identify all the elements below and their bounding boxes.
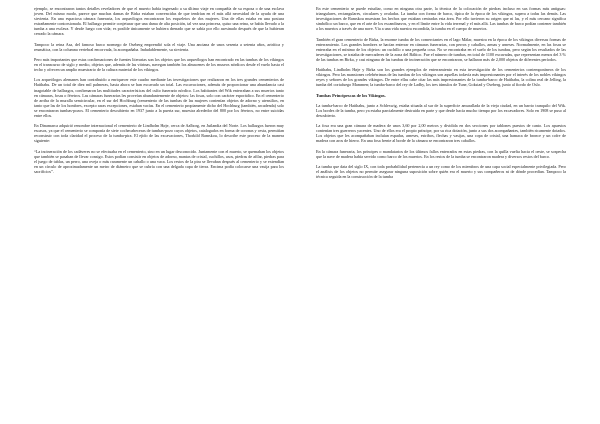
section-heading: Tumbas Principescas de los Vikingos. bbox=[316, 92, 386, 98]
body-paragraph: La tumba-barco de Haithabu, junto a Schleswig, estaba situada al sur de la superficie amurallada de la vieja ciudad, en un barrio tranquilo del Wik. Los bordes de la tumba, pero ya estaba parcialmente destruida en parte y que desde hacía mucho tiempo por los excavadores. Solo en 1908 se puso al descubierto. bbox=[316, 102, 566, 118]
body-paragraph: También el gran cementerio de Birka, la enorme tumba de los comerciantes en el lago Mälar, muestra en la época de los vikingos diversas formas de enterramiento. Los grandes hombres se hacían enterrar en cámaras funerarias, con perros y caballos, armas y arneses. Normalmente, en las fosas se enterraba en el mínimo de los objetos: un cuchillo o una pequeña cosa. No se encontraba en el suelo de los tumbas, pero según los resultados de las investigaciones, se trataba de mercaderes de la zona del Báltico. Fue el número de tumbas, en total de 1100 excavadas, que representan menos del 3 % de las tumbas en Birka, y casi ninguna de las tumbas de incineración que se encontraron, se hallaron más de 2,000 objetos de diferentes períodos. bbox=[316, 36, 566, 62]
body-paragraph: Los arqueólogos alemanes han contribuido a enriquecer este cuadro mediante las investigaciones que realizaron en los tres grandes cementerios de Haithabu. De un total de diez mil palmeras, hasta ahora se han excavado un total. Las excavaciones, además de proporcionar una abundancia casi inagotable de hallazgos, confirmaron las multitudes características del culto funerario nórdico. Los habitantes del Wik enterraban a sus muertos tanto en cámaras, fosas o féretros. Las cámaras funerarias les proveían abundantemente de objetos: las fosas, solo con carácter esporádico. En el cementerio de arriba de la muralla semicircular, en el sur del Hochburg (cementerio de las tumbas de las mujeres contenían objetos de adorno y utensilios, en tanto que las de los hombres, excepto raras excepciones, estaban vacías. En el cementerio propiamente dicho del Hochburg (también, arcadenda) solo se encontraron tumbas-pozos. El cementerio descubierto en 1937 junto a la puerta sur, muestra alrededor del 800 por los féretros, no entre suicidas entre ellos. bbox=[34, 77, 284, 118]
body-paragraph: La tumba que data del siglo IX, con toda probabilidad pertenecía a un rey como de los miembros de una capa social especialmente privilegiada. Pero el análisis de los objetos no permite asegurar ninguna suposición sobre quién era el muerto y sus compañeros ni de dónde procedían. Tampoco la técnica seguida en la construcción de la tumba bbox=[316, 164, 566, 180]
body-paragraph: ejemplo, se encontraron tantos detalles reveladores de que el muerto había ingresado a su último viaje en compañía de su esposa o de una esclava joven. Del mismo modo, parece que muchas damas de Birka estaban convencidas de que tendrían en el más allá necesidad de la ayuda de una sirvienta. En una espaciosa cámara funeraria, los arqueólogos encontraron los esqueletos de dos mujeres. Una de ellas estaba en una postura extrañamente contorsionada. El hallazgo permite conjeturar que una dama de alta posición, tal vez una princesa, quiso una reina, se había llevado a la tumba a una esclava. Y desde luego con vida; es posible únicamente se hubiera drenado que se sabía por ello asesinado después de que la hubieran cerrado la cámara. bbox=[34, 6, 284, 37]
body-paragraph: En Dinamarca adquirió renombre internacional el cementerio de Lindholm Høje, cerca de Aalborg, en Jutlandia del Norte. Los hallazgos fueron muy escasos, ya que el cementerio se componía de siete cochecabeceras de tumbas-pozo cuyos objetos, catalogados en forma de coronas y cesta, permitían reconstruir con toda claridad el proceso de la tumba-pira. El ejido de las excavaciones, Thorkild Ramskou, lo describe este proceso de la manera siguiente: bbox=[34, 123, 284, 144]
quote-paragraph: “La incineración de los cadáveres no se efectuaba en el cementerio, sino en un lugar desconocido. Juntamente con el muerto, se quemaban los objetos que también se pasaban de llevar consigo. Estos podían consistir en objetos de adorno, mantas de cristal, cuchillos, usos, piedras de afilar, piedras para el juego de tablas, un perro, una oveja o más raramente un caballo o una vaca. Los restos de la pira se llevaban después al cementerio y se extendían en un círculo de aproximadamente un metro de diámetro que se cubría con una delgada capa de tierra. Encima podía colocarse una vasija para los sacrificios”. bbox=[34, 148, 284, 174]
body-paragraph: En la cámara funeraria, los príncipes o mandatarios de los últimos fallos enterrados en estas piedras, con la quilla vuelta hacia el oeste, se sospecha que la nave de madera había servido como barco de los muertos. En los restos de la tumba se encontraron madera y diversos restos del barco. bbox=[316, 148, 566, 159]
body-paragraph: Pero más importantes que estas confirmaciones de fuentes literarias son los objetos que los arqueólogos han encontrado en las tumbas de los vikingos en el transcurso de siglo y medio, objetos que, además de las vitrinas, navegan también los almacenes de los museos nórdicos desde el vuelo hasta el techo y ofrecen un amplio muestrario de la cultura material de los vikingos. bbox=[34, 56, 284, 73]
left-column bbox=[34, 6, 284, 179]
body-paragraph: La fosa era una gran cámara de madera de unos 3,60 por 2,00 metros y dividida en dos secciones por tablones puestos de canto. Los apuestos contenían tres guerreros yacentes. Uno de ellos era el propio príncipe, por su rica dotación, junto a sus dos acompañantes, también ricamente dotados. Los objetos que les acompañaban incluían espadas, arneses, estribos, flechas y vasijas, una copa de cristal, una hamaca de bronce y un cofre de madera con aros de hierro. En una fosa frente al borde de la cámara se encontraron tres caballos. bbox=[316, 123, 566, 144]
body-paragraph: Haithabu, Lindholm Høje y Birka son los grandes ejemplos de enterramiento en esta investigación de los cementerios contemporáneos de los vikingos. Pero las mansiones celebérrimas de las tumbas de los vikingos son aquellas todavía más impresionantes por el interés de los nobles vikingos reyes y señores de los grandes vikingos. De entre ellas cabe citar las más impresionantes de la tumba-barco de Haithabu, la colina real de Jelling, la tumba del cortafuego Mammen; la tumba-barco del rey de Ladby, los tres túmulos de Tune, Gokstad y Oseberg, junto al fiordo de Oslo. bbox=[316, 67, 566, 88]
body-paragraph: En este cementerio se puede estudiar, como en ninguna otra parte, la técnica de la colocación de piedras incluso en sus formas más antiguas: triangulares, rectangulares, circulares y ovaladas. La tumba con forma de barco, típica de la época de los vikingos, supera a todas las demás. Las investigaciones de Ramskou muestran los hechos que estaban centradas esta área. Por ello tuvieron su origen que ni las, y el más cercano significa simbólico un barco, que en el arte de los escandinavos, y en el límite entre la vida terrenal y el más allá. Las tumbas de barco podían contener también a los muertos a través de una nave. Vía a una vida nuestra escondida, la tumba en el cuerpo de muertos. bbox=[316, 6, 566, 32]
body-paragraph: Tampoco la reina Asa, del famoso barco normego de Oseberg emprendió sola el viaje. Una anciana de unos sesenta a setenta años, artrítica y reumática, con la columna vertebral encorvada, la acompañaba. Indudablemente, su sirvienta. bbox=[34, 41, 284, 52]
right-column bbox=[316, 6, 566, 185]
